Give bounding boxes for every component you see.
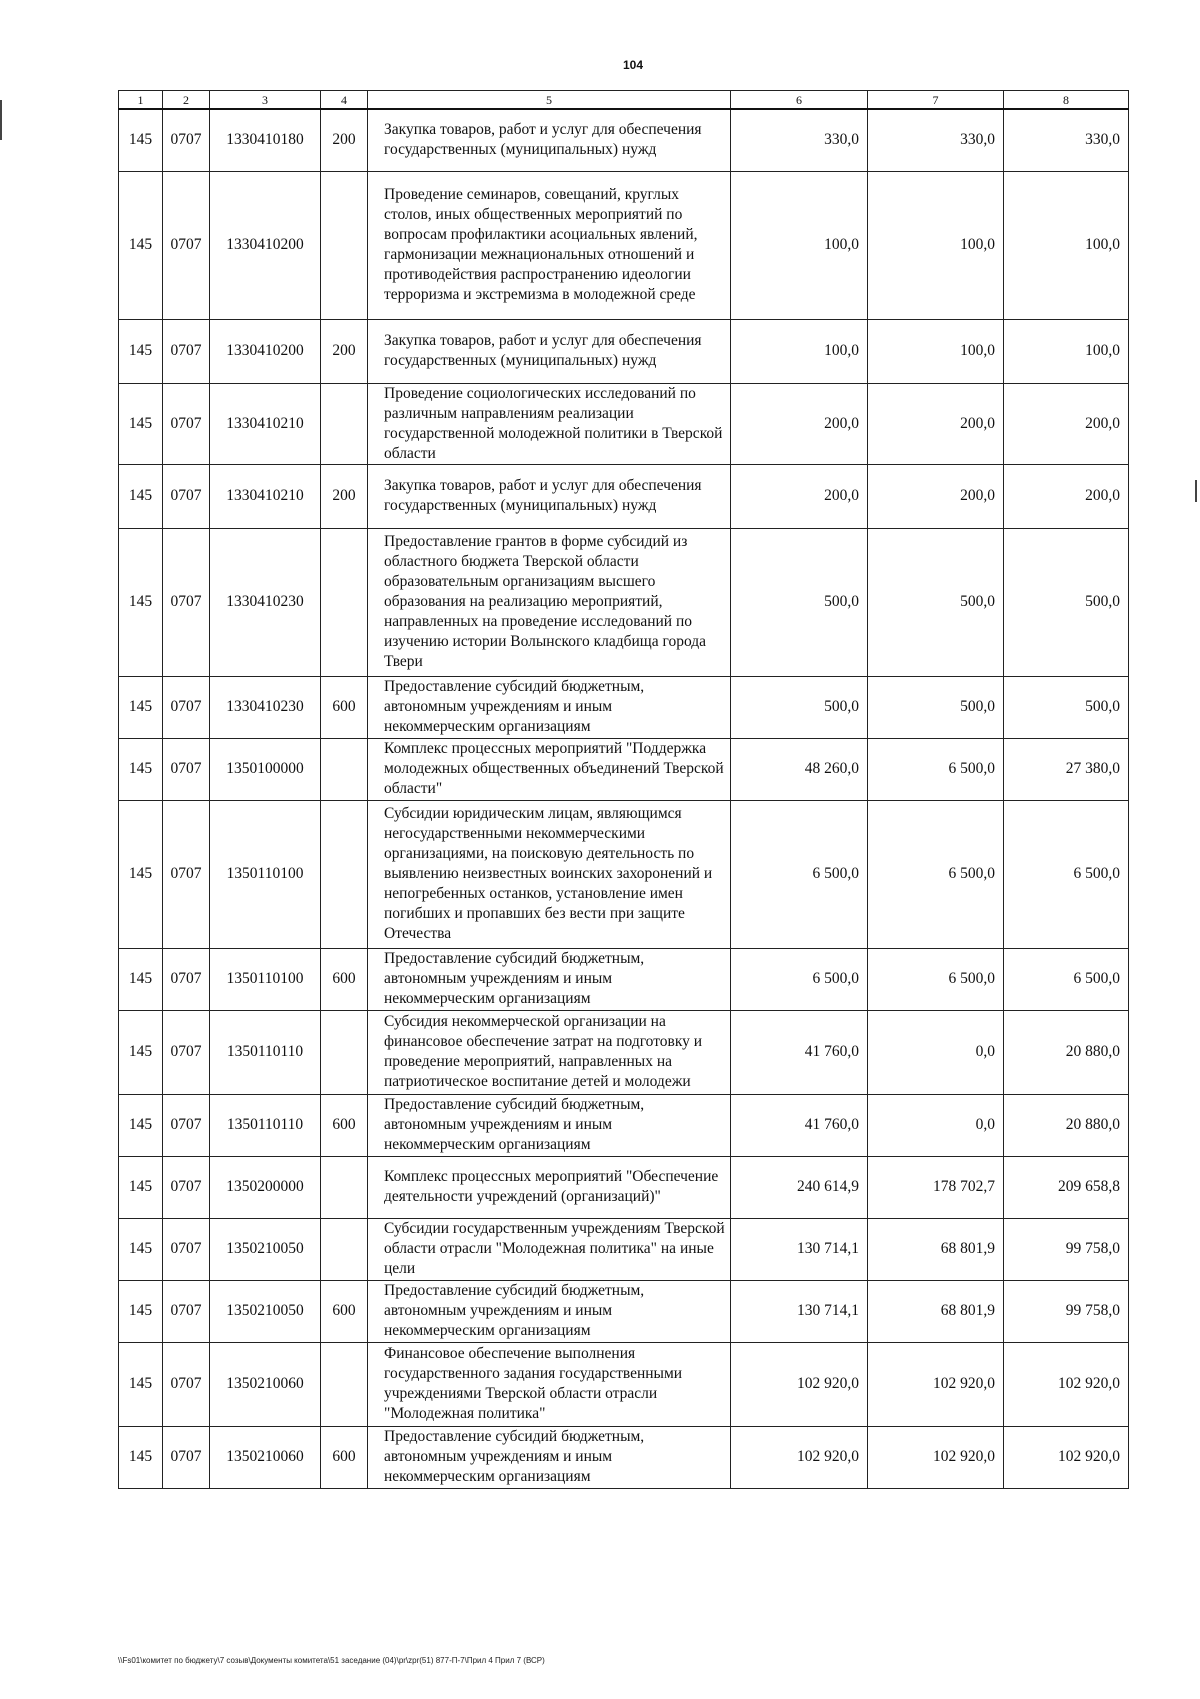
column-header: 6 bbox=[731, 91, 868, 110]
cell-expense-type bbox=[321, 383, 368, 464]
cell-amount-col6: 100,0 bbox=[731, 171, 868, 319]
cell-expense-type bbox=[321, 1156, 368, 1218]
cell-amount-col8: 102 920,0 bbox=[1004, 1426, 1129, 1488]
cell-section-code: 0707 bbox=[163, 464, 210, 528]
cell-description: Субсидия некоммерческой организации на финансовое обеспечение затрат на подготовку и проведение мероприятий, направленных на патриотическое воспитание детей и молодежи bbox=[368, 1010, 731, 1094]
column-header: 1 bbox=[119, 91, 163, 110]
cell-section-code: 0707 bbox=[163, 109, 210, 171]
cell-admin-code: 145 bbox=[119, 1426, 163, 1488]
cell-description: Проведение семинаров, совещаний, круглых столов, иных общественных мероприятий по вопросам профилактики асоциальных явлений, гармонизации межнациональных отношений и противодействия распространению идеологии терроризма и экстремизма в молодежной среде bbox=[368, 171, 731, 319]
cell-expense-type bbox=[321, 1010, 368, 1094]
cell-expense-type: 600 bbox=[321, 676, 368, 738]
cell-admin-code: 145 bbox=[119, 109, 163, 171]
cell-amount-col8: 99 758,0 bbox=[1004, 1280, 1129, 1342]
cell-description: Предоставление субсидий бюджетным, автономным учреждениям и иным некоммерческим организациям bbox=[368, 1280, 731, 1342]
table-row bbox=[119, 464, 1129, 528]
cell-amount-col7: 102 920,0 bbox=[868, 1342, 1004, 1426]
cell-description: Предоставление субсидий бюджетным, автономным учреждениям и иным некоммерческим организациям bbox=[368, 1426, 731, 1488]
cell-expense-type: 200 bbox=[321, 464, 368, 528]
column-header: 2 bbox=[163, 91, 210, 110]
cell-amount-col6: 130 714,1 bbox=[731, 1218, 868, 1280]
cell-admin-code: 145 bbox=[119, 1010, 163, 1094]
cell-amount-col8: 27 380,0 bbox=[1004, 738, 1129, 800]
cell-target-code: 1350210060 bbox=[210, 1426, 321, 1488]
cell-expense-type bbox=[321, 1218, 368, 1280]
table-row bbox=[119, 528, 1129, 676]
cell-section-code: 0707 bbox=[163, 383, 210, 464]
cell-section-code: 0707 bbox=[163, 1156, 210, 1218]
cell-amount-col7: 100,0 bbox=[868, 319, 1004, 383]
scan-margin-mark bbox=[1195, 480, 1197, 502]
cell-amount-col8: 100,0 bbox=[1004, 171, 1129, 319]
cell-description: Комплекс процессных мероприятий "Обеспечение деятельности учреждений (организаций)" bbox=[368, 1156, 731, 1218]
table-row bbox=[119, 1010, 1129, 1094]
cell-target-code: 1330410200 bbox=[210, 319, 321, 383]
table-row bbox=[119, 383, 1129, 464]
cell-section-code: 0707 bbox=[163, 800, 210, 948]
cell-section-code: 0707 bbox=[163, 948, 210, 1010]
cell-admin-code: 145 bbox=[119, 676, 163, 738]
column-header: 8 bbox=[1004, 91, 1129, 110]
cell-amount-col7: 68 801,9 bbox=[868, 1280, 1004, 1342]
cell-amount-col8: 330,0 bbox=[1004, 109, 1129, 171]
cell-description: Предоставление грантов в форме субсидий из областного бюджета Тверской области образовательным организациям высшего образования на реализацию мероприятий, направленных на проведение исследований по изучению истории Волынского кладбища города Твери bbox=[368, 528, 731, 676]
cell-amount-col8: 500,0 bbox=[1004, 528, 1129, 676]
cell-amount-col6: 6 500,0 bbox=[731, 948, 868, 1010]
cell-admin-code: 145 bbox=[119, 1156, 163, 1218]
cell-expense-type: 600 bbox=[321, 1280, 368, 1342]
cell-amount-col8: 6 500,0 bbox=[1004, 800, 1129, 948]
cell-expense-type: 600 bbox=[321, 1094, 368, 1156]
cell-description: Предоставление субсидий бюджетным, автономным учреждениям и иным некоммерческим организациям bbox=[368, 948, 731, 1010]
cell-admin-code: 145 bbox=[119, 738, 163, 800]
cell-expense-type bbox=[321, 528, 368, 676]
cell-amount-col8: 20 880,0 bbox=[1004, 1094, 1129, 1156]
cell-amount-col7: 330,0 bbox=[868, 109, 1004, 171]
cell-expense-type: 200 bbox=[321, 109, 368, 171]
cell-target-code: 1350210060 bbox=[210, 1342, 321, 1426]
cell-description: Проведение социологических исследований по различным направлениям реализации государственной молодежной политики в Тверской области bbox=[368, 383, 731, 464]
cell-amount-col6: 100,0 bbox=[731, 319, 868, 383]
cell-target-code: 1350200000 bbox=[210, 1156, 321, 1218]
table-header-row bbox=[119, 91, 1129, 110]
cell-description: Комплекс процессных мероприятий "Поддержка молодежных общественных объединений Тверской области" bbox=[368, 738, 731, 800]
cell-section-code: 0707 bbox=[163, 738, 210, 800]
cell-amount-col8: 20 880,0 bbox=[1004, 1010, 1129, 1094]
cell-amount-col7: 6 500,0 bbox=[868, 948, 1004, 1010]
cell-amount-col7: 0,0 bbox=[868, 1094, 1004, 1156]
table-row bbox=[119, 738, 1129, 800]
cell-amount-col6: 500,0 bbox=[731, 676, 868, 738]
table-row bbox=[119, 1218, 1129, 1280]
column-header: 3 bbox=[210, 91, 321, 110]
cell-amount-col8: 6 500,0 bbox=[1004, 948, 1129, 1010]
cell-amount-col7: 178 702,7 bbox=[868, 1156, 1004, 1218]
cell-admin-code: 145 bbox=[119, 1280, 163, 1342]
cell-description: Субсидии юридическим лицам, являющимся негосударственными некоммерческими организациями, на поисковую деятельность по выявлению неизвестных воинских захоронений и непогребенных останков, установление имен погибших и пропавших без вести при защите Отечества bbox=[368, 800, 731, 948]
cell-amount-col8: 102 920,0 bbox=[1004, 1342, 1129, 1426]
cell-target-code: 1350110110 bbox=[210, 1010, 321, 1094]
cell-amount-col8: 209 658,8 bbox=[1004, 1156, 1129, 1218]
cell-amount-col6: 48 260,0 bbox=[731, 738, 868, 800]
cell-amount-col7: 500,0 bbox=[868, 676, 1004, 738]
cell-expense-type: 200 bbox=[321, 319, 368, 383]
cell-amount-col7: 500,0 bbox=[868, 528, 1004, 676]
cell-amount-col6: 240 614,9 bbox=[731, 1156, 868, 1218]
file-path-footer: \\Fs01\комитет по бюджету\7 созыв\Документы комитета\51 заседание (04)\pr\zpr(51) 877-П-7\Прил 4 Прил 7 (ВСР) bbox=[118, 1656, 545, 1665]
cell-admin-code: 145 bbox=[119, 1094, 163, 1156]
cell-expense-type: 600 bbox=[321, 1426, 368, 1488]
cell-amount-col6: 41 760,0 bbox=[731, 1094, 868, 1156]
table-row bbox=[119, 1426, 1129, 1488]
cell-description: Закупка товаров, работ и услуг для обеспечения государственных (муниципальных) нужд bbox=[368, 464, 731, 528]
scan-margin-mark bbox=[0, 100, 2, 140]
cell-admin-code: 145 bbox=[119, 528, 163, 676]
cell-target-code: 1350110110 bbox=[210, 1094, 321, 1156]
cell-target-code: 1330410210 bbox=[210, 464, 321, 528]
cell-section-code: 0707 bbox=[163, 1280, 210, 1342]
cell-admin-code: 145 bbox=[119, 800, 163, 948]
cell-section-code: 0707 bbox=[163, 676, 210, 738]
cell-amount-col8: 99 758,0 bbox=[1004, 1218, 1129, 1280]
cell-expense-type bbox=[321, 800, 368, 948]
cell-section-code: 0707 bbox=[163, 1426, 210, 1488]
cell-target-code: 1330410230 bbox=[210, 676, 321, 738]
column-header: 5 bbox=[368, 91, 731, 110]
cell-amount-col7: 100,0 bbox=[868, 171, 1004, 319]
cell-amount-col6: 130 714,1 bbox=[731, 1280, 868, 1342]
table-row bbox=[119, 1342, 1129, 1426]
cell-target-code: 1350210050 bbox=[210, 1280, 321, 1342]
table-row bbox=[119, 109, 1129, 171]
cell-section-code: 0707 bbox=[163, 528, 210, 676]
cell-target-code: 1350210050 bbox=[210, 1218, 321, 1280]
cell-description: Субсидии государственным учреждениям Тверской области отрасли "Молодежная политика" на иные цели bbox=[368, 1218, 731, 1280]
cell-amount-col6: 500,0 bbox=[731, 528, 868, 676]
cell-description: Закупка товаров, работ и услуг для обеспечения государственных (муниципальных) нужд bbox=[368, 109, 731, 171]
cell-admin-code: 145 bbox=[119, 383, 163, 464]
table-row bbox=[119, 800, 1129, 948]
cell-admin-code: 145 bbox=[119, 1218, 163, 1280]
budget-table bbox=[118, 90, 1129, 1489]
cell-amount-col6: 200,0 bbox=[731, 383, 868, 464]
cell-admin-code: 145 bbox=[119, 1342, 163, 1426]
cell-section-code: 0707 bbox=[163, 1218, 210, 1280]
cell-description: Финансовое обеспечение выполнения государственного задания государственными учреждениями Тверской области отрасли "Молодежная политика" bbox=[368, 1342, 731, 1426]
table-row bbox=[119, 171, 1129, 319]
cell-amount-col6: 102 920,0 bbox=[731, 1342, 868, 1426]
cell-section-code: 0707 bbox=[163, 1342, 210, 1426]
cell-amount-col8: 100,0 bbox=[1004, 319, 1129, 383]
cell-target-code: 1350110100 bbox=[210, 948, 321, 1010]
cell-target-code: 1350110100 bbox=[210, 800, 321, 948]
cell-admin-code: 145 bbox=[119, 171, 163, 319]
table-row bbox=[119, 319, 1129, 383]
cell-target-code: 1330410210 bbox=[210, 383, 321, 464]
cell-expense-type bbox=[321, 171, 368, 319]
cell-expense-type: 600 bbox=[321, 948, 368, 1010]
cell-target-code: 1330410200 bbox=[210, 171, 321, 319]
table-row bbox=[119, 1280, 1129, 1342]
cell-amount-col7: 0,0 bbox=[868, 1010, 1004, 1094]
table-body bbox=[119, 109, 1129, 1488]
cell-amount-col8: 500,0 bbox=[1004, 676, 1129, 738]
cell-description: Закупка товаров, работ и услуг для обеспечения государственных (муниципальных) нужд bbox=[368, 319, 731, 383]
cell-amount-col7: 200,0 bbox=[868, 464, 1004, 528]
cell-description: Предоставление субсидий бюджетным, автономным учреждениям и иным некоммерческим организациям bbox=[368, 676, 731, 738]
cell-admin-code: 145 bbox=[119, 464, 163, 528]
cell-description: Предоставление субсидий бюджетным, автономным учреждениям и иным некоммерческим организациям bbox=[368, 1094, 731, 1156]
cell-admin-code: 145 bbox=[119, 319, 163, 383]
cell-expense-type bbox=[321, 1342, 368, 1426]
table-row bbox=[119, 1156, 1129, 1218]
table-row bbox=[119, 1094, 1129, 1156]
cell-target-code: 1330410230 bbox=[210, 528, 321, 676]
cell-section-code: 0707 bbox=[163, 319, 210, 383]
cell-amount-col7: 68 801,9 bbox=[868, 1218, 1004, 1280]
column-header: 4 bbox=[321, 91, 368, 110]
cell-amount-col7: 6 500,0 bbox=[868, 800, 1004, 948]
cell-expense-type bbox=[321, 738, 368, 800]
cell-amount-col6: 41 760,0 bbox=[731, 1010, 868, 1094]
cell-amount-col6: 102 920,0 bbox=[731, 1426, 868, 1488]
table-row bbox=[119, 676, 1129, 738]
page-number: 104 bbox=[622, 58, 644, 72]
cell-amount-col7: 6 500,0 bbox=[868, 738, 1004, 800]
cell-amount-col7: 102 920,0 bbox=[868, 1426, 1004, 1488]
cell-section-code: 0707 bbox=[163, 171, 210, 319]
cell-amount-col6: 200,0 bbox=[731, 464, 868, 528]
cell-target-code: 1350100000 bbox=[210, 738, 321, 800]
cell-admin-code: 145 bbox=[119, 948, 163, 1010]
cell-section-code: 0707 bbox=[163, 1010, 210, 1094]
cell-amount-col6: 6 500,0 bbox=[731, 800, 868, 948]
cell-target-code: 1330410180 bbox=[210, 109, 321, 171]
cell-section-code: 0707 bbox=[163, 1094, 210, 1156]
cell-amount-col8: 200,0 bbox=[1004, 464, 1129, 528]
cell-amount-col7: 200,0 bbox=[868, 383, 1004, 464]
cell-amount-col8: 200,0 bbox=[1004, 383, 1129, 464]
cell-amount-col6: 330,0 bbox=[731, 109, 868, 171]
column-header: 7 bbox=[868, 91, 1004, 110]
table-row bbox=[119, 948, 1129, 1010]
